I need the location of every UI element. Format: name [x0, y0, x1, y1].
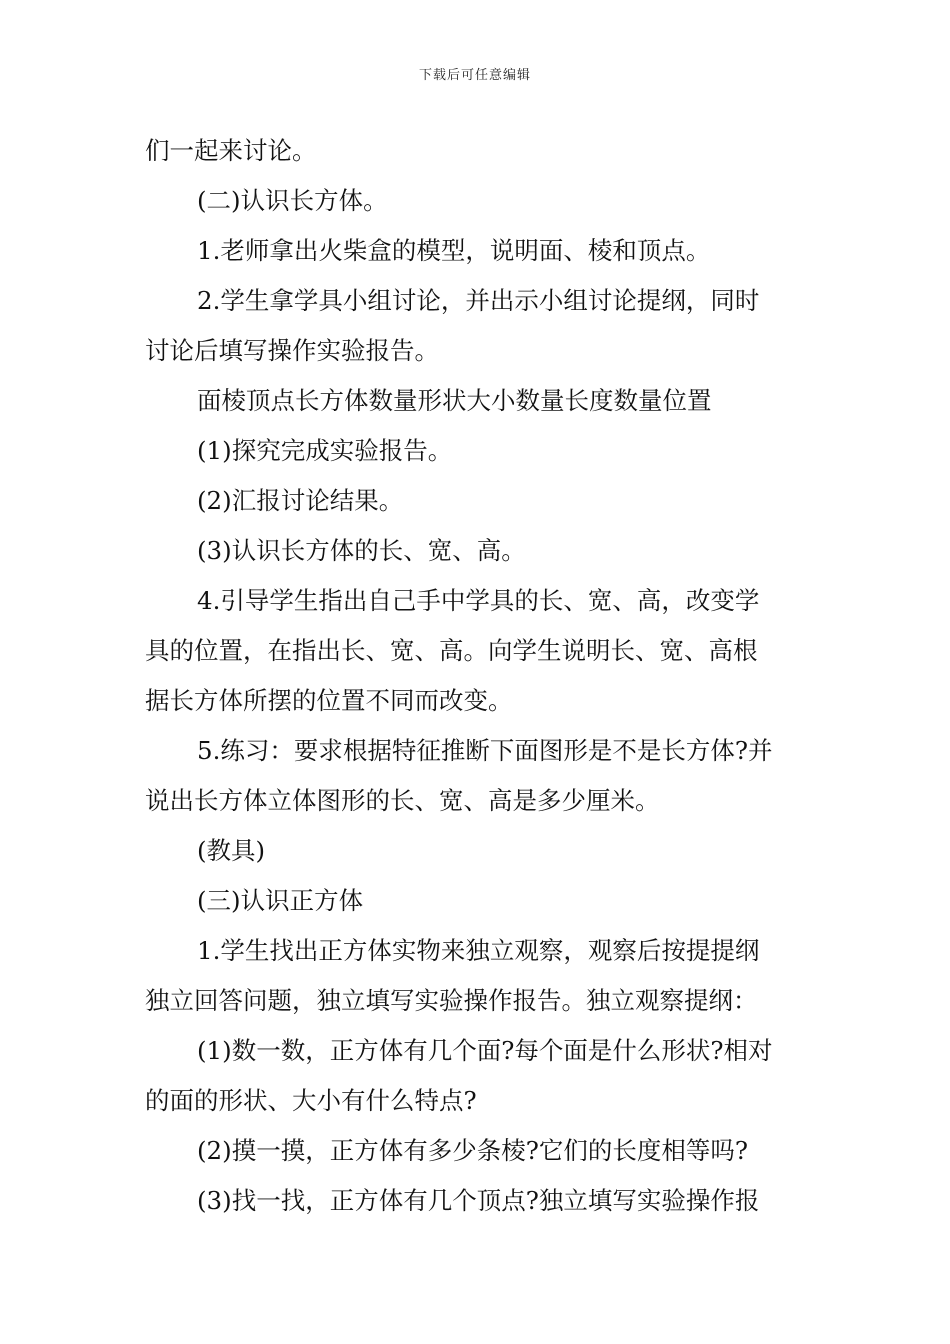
- paragraph-line: 2.学生拿学具小组讨论，并出示小组讨论提纲，同时: [197, 286, 760, 315]
- paragraph-line: (3)认识长方体的长、宽、高。: [197, 536, 526, 565]
- paragraph-line: 据长方体所摆的位置不同而改变。: [145, 686, 513, 715]
- paragraph-line: 4.引导学生指出自己手中学具的长、宽、高，改变学: [197, 586, 760, 615]
- document-body: [145, 126, 810, 1226]
- section-heading: (三)认识正方体: [197, 886, 364, 915]
- paragraph-line: (1)探究完成实验报告。: [197, 436, 453, 465]
- page-header: 下载后可任意编辑: [418, 68, 531, 83]
- paragraph-line: (1)数一数，正方体有几个面?每个面是什么形状?相对: [197, 1036, 773, 1065]
- section-heading: (二)认识长方体。: [197, 186, 388, 215]
- paragraph-line: (2)汇报讨论结果。: [197, 486, 404, 515]
- paragraph-line: 1.老师拿出火柴盒的模型，说明面、棱和顶点。: [197, 236, 711, 265]
- paragraph-line: 们一起来讨论。: [145, 136, 317, 165]
- paragraph-line: 的面的形状、大小有什么特点?: [145, 1086, 477, 1115]
- paragraph-line: (教具): [197, 836, 266, 865]
- paragraph-line: (3)找一找，正方体有几个顶点?独立填写实验操作报: [197, 1186, 760, 1215]
- paragraph-line: 面棱顶点长方体数量形状大小数量长度数量位置: [197, 386, 712, 415]
- paragraph-line: (2)摸一摸，正方体有多少条棱?它们的长度相等吗?: [197, 1136, 748, 1165]
- paragraph-line: 讨论后填写操作实验报告。: [145, 336, 439, 365]
- paragraph-line: 说出长方体立体图形的长、宽、高是多少厘米。: [145, 786, 660, 815]
- paragraph-line: 5.练习：要求根据特征推断下面图形是不是长方体?并: [197, 736, 773, 765]
- paragraph-line: 1.学生找出正方体实物来独立观察，观察后按提提纲: [197, 936, 760, 965]
- paragraph-line: 具的位置，在指出长、宽、高。向学生说明长、宽、高根: [145, 636, 758, 665]
- paragraph-line: 独立回答问题，独立填写实验操作报告。独立观察提纲：: [145, 986, 758, 1015]
